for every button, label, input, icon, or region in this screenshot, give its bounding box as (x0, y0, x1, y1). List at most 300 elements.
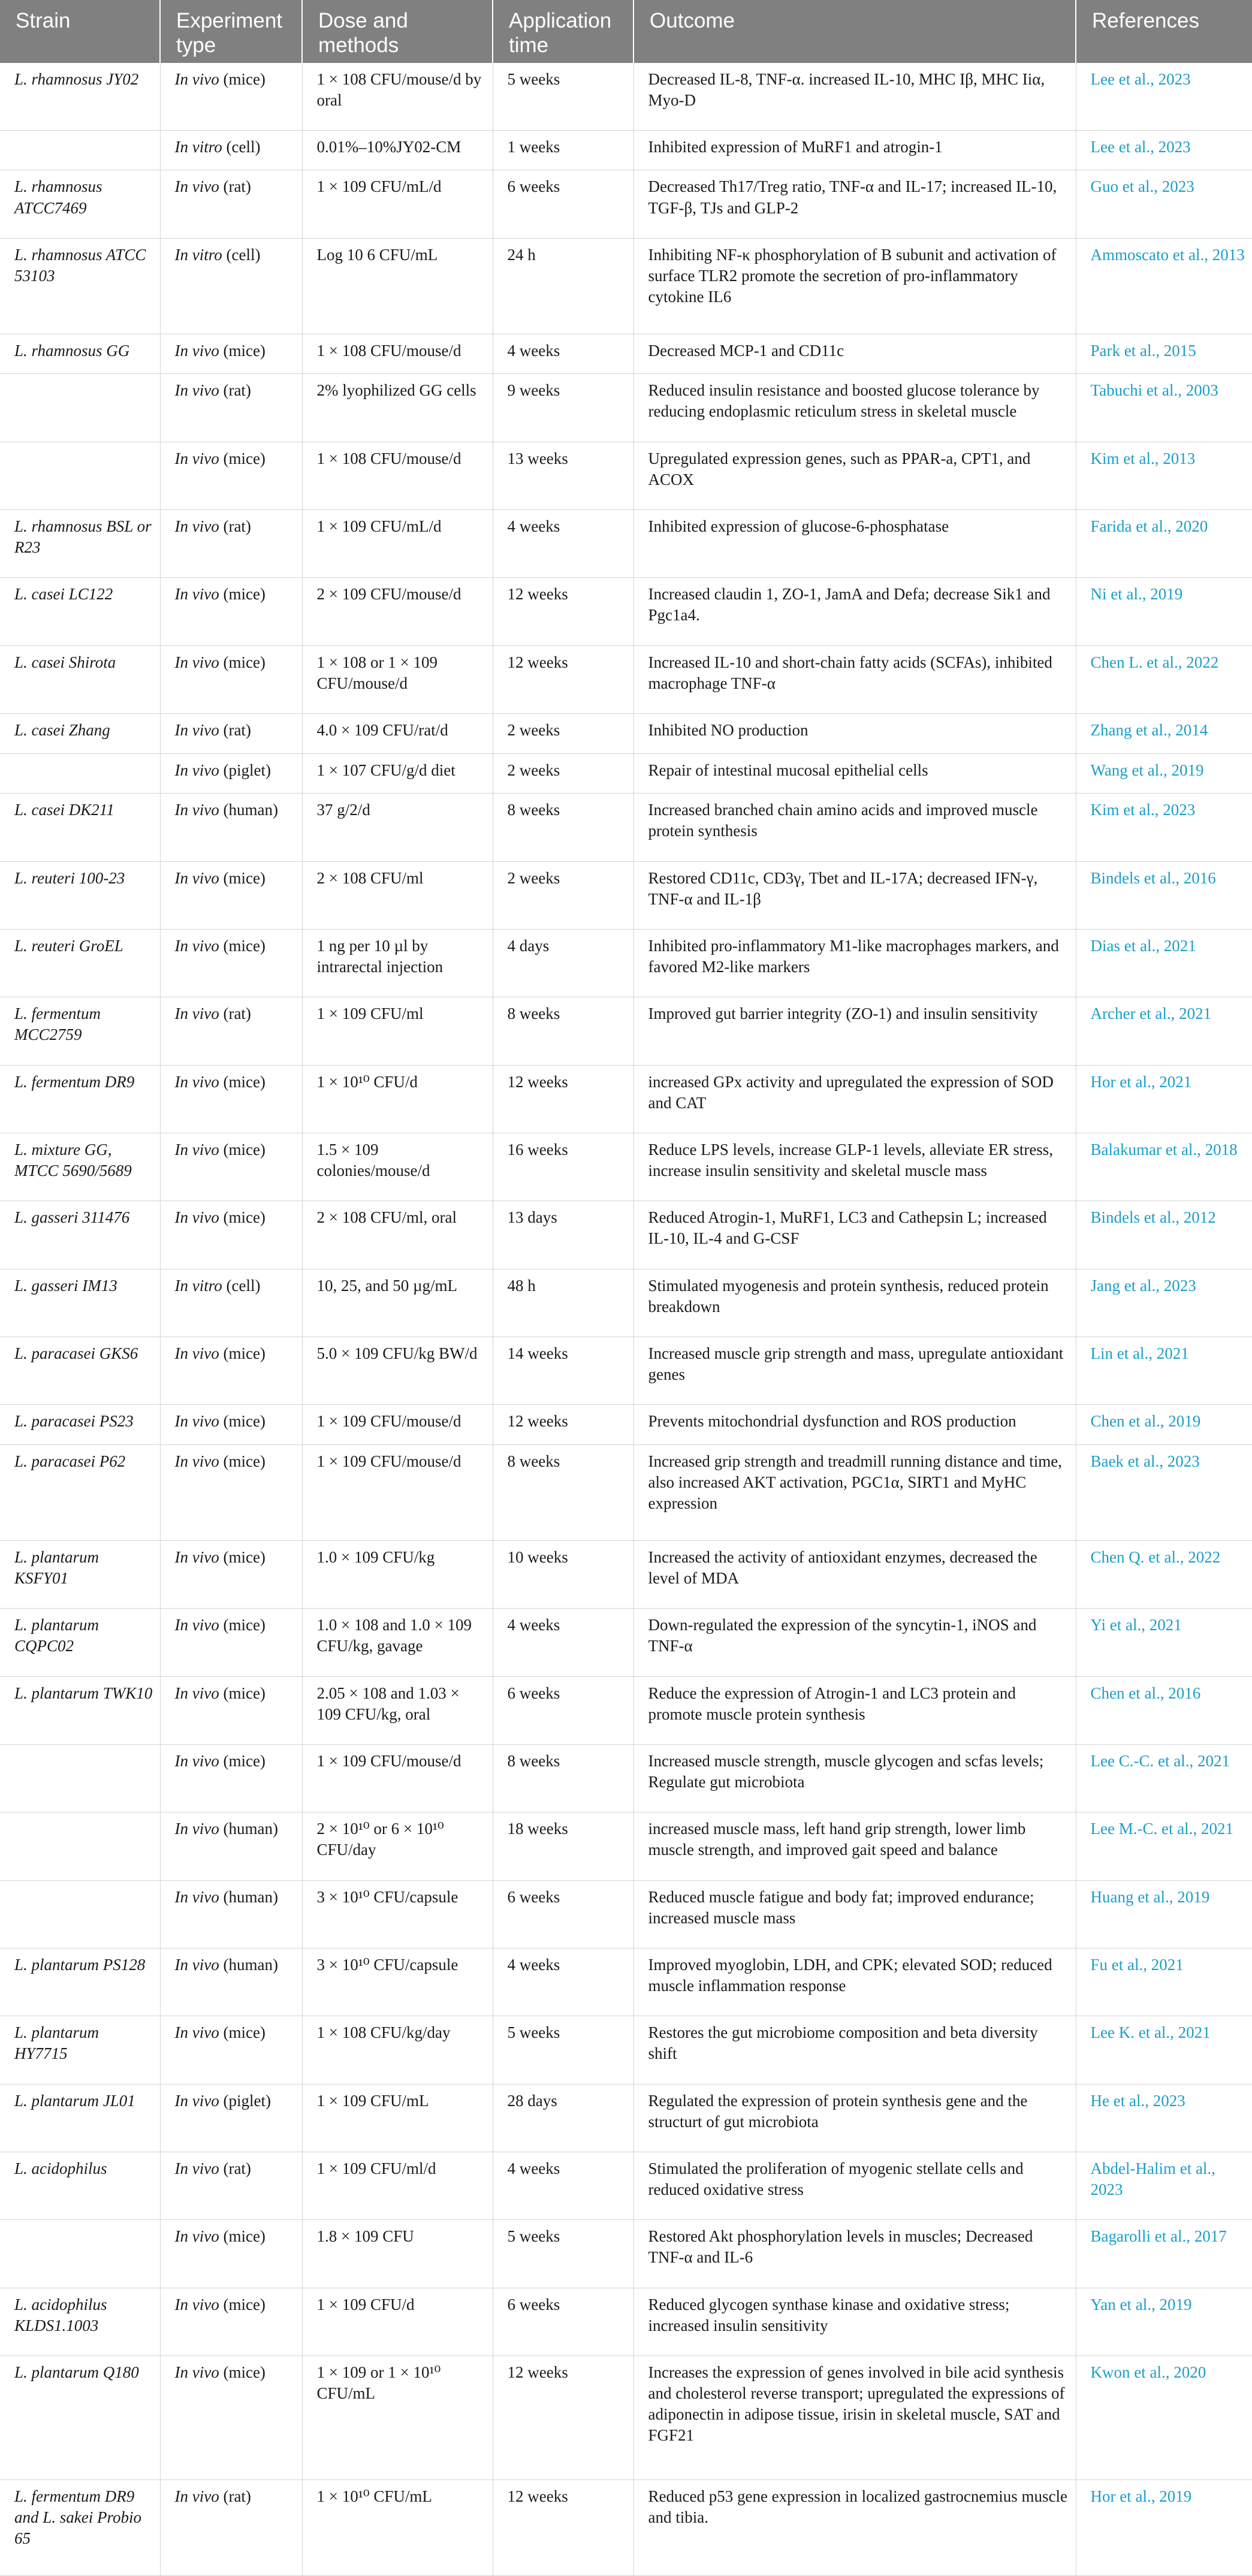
experiment-subject: (mice) (219, 1684, 266, 1702)
experiment-type-label: In vivo (174, 517, 219, 536)
outcome-cell: Reduced muscle fatigue and body fat; improved endurance; increased muscle mass (633, 1880, 1076, 1948)
experiment-subject: (mice) (219, 2363, 266, 2381)
strain-cell (0, 1880, 160, 1948)
experiment-type-cell (160, 510, 302, 578)
experiment-type-label: In vitro (174, 1276, 222, 1295)
outcome-cell: Reduce LPS levels, increase GLP-1 levels, alleviate ER stress, increase insulin sensitivity and skeletal muscle mass (633, 1133, 1076, 1200)
table-row (0, 929, 1252, 997)
strain-cell (0, 1812, 160, 1880)
time-cell: 4 weeks (493, 334, 633, 374)
time-cell: 4 weeks (493, 2152, 633, 2219)
strain-cell: L. plantarum KSFY01 (0, 1540, 160, 1608)
experiment-type-label: In vivo (174, 177, 219, 196)
reference-link[interactable]: Wang et al., 2019 (1076, 753, 1252, 794)
table-row (0, 510, 1252, 578)
experiment-subject: (mice) (219, 341, 266, 360)
experiment-subject: (human) (219, 1955, 278, 1974)
strain-cell: L. paracasei PS23 (0, 1405, 160, 1445)
time-cell: 2 weeks (493, 714, 633, 754)
experiment-subject: (mice) (219, 2227, 266, 2246)
experiment-type-label: In vivo (174, 1344, 219, 1362)
reference-link[interactable]: Archer et al., 2021 (1076, 997, 1252, 1065)
reference-link[interactable]: Ni et al., 2019 (1076, 578, 1252, 645)
reference-link[interactable]: Jang et al., 2023 (1076, 1269, 1252, 1337)
experiment-subject: (mice) (219, 1412, 266, 1431)
outcome-cell: Reduced glycogen synthase kinase and oxidative stress; increased insulin sensitivity (633, 2288, 1076, 2355)
strain-cell (0, 374, 160, 442)
experiment-type-label: In vivo (174, 721, 219, 740)
experiment-subject: (mice) (219, 2023, 266, 2042)
experiment-subject: (mice) (219, 2295, 266, 2313)
experiment-type-label: In vivo (174, 1616, 219, 1634)
table-row (0, 2288, 1252, 2355)
outcome-cell: Upregulated expression genes, such as PPAR-a, CPT1, and ACOX (633, 442, 1076, 509)
reference-link[interactable]: Park et al., 2015 (1076, 334, 1252, 374)
experiment-type-label: In vivo (174, 1452, 219, 1470)
strain-cell: L. acidophilus (0, 2152, 160, 2219)
dose-cell: 5.0 × 109 CFU/kg BW/d (302, 1337, 493, 1404)
dose-cell: 1 ng per 10 µl by intrarectal injection (302, 929, 493, 997)
experiment-type-label: In vivo (174, 1887, 219, 1906)
outcome-cell: Reduced p53 gene expression in localized gastrocnemius muscle and tibia. (633, 2480, 1076, 2575)
experiment-type-label: In vivo (174, 1072, 219, 1091)
table-row (0, 1609, 1252, 1676)
experiment-type-cell (160, 2152, 302, 2219)
reference-link[interactable]: Huang et al., 2019 (1076, 1880, 1252, 1948)
time-cell: 8 weeks (493, 1444, 633, 1540)
strain-cell: L. plantarum TWK10 (0, 1676, 160, 1744)
experiment-type-cell (160, 2480, 302, 2575)
dose-cell: 2% lyophilized GG cells (302, 374, 493, 442)
time-cell: 12 weeks (493, 645, 633, 713)
outcome-cell: Increases the expression of genes involved in bile acid synthesis and cholesterol reverse transport; upregulated the expressions of adiponectin in adipose tissue, irisin in skeletal muscle, SAT and FGF21 (633, 2355, 1076, 2480)
outcome-cell: increased GPx activity and upregulated the expression of SOD and CAT (633, 1065, 1076, 1133)
outcome-cell: Increased the activity of antioxidant enzymes, decreased the level of MDA (633, 1540, 1076, 1608)
strain-cell: L. plantarum PS128 (0, 1948, 160, 2016)
experiment-subject: (mice) (219, 1208, 266, 1227)
time-cell: 12 weeks (493, 578, 633, 645)
header-experiment-type: Experiment type (160, 0, 302, 63)
experiment-type-cell (160, 1201, 302, 1269)
table-row (0, 1269, 1252, 1337)
outcome-cell: Down-regulated the expression of the syncytin-1, iNOS and TNF-α (633, 1609, 1076, 1676)
reference-link[interactable]: Dias et al., 2021 (1076, 929, 1252, 997)
table-row (0, 1676, 1252, 1744)
outcome-cell: Inhibited expression of glucose-6-phosphatase (633, 510, 1076, 578)
time-cell: 4 days (493, 929, 633, 997)
experiment-subject: (cell) (222, 1276, 261, 1295)
outcome-cell: Reduced insulin resistance and boosted glucose tolerance by reducing endoplasmic reticulum stress in skeletal muscle (633, 374, 1076, 442)
experiment-subject: (mice) (219, 70, 266, 88)
experiment-subject: (mice) (219, 1548, 266, 1566)
dose-cell: 37 g/2/d (302, 794, 493, 861)
reference-link[interactable]: He et al., 2023 (1076, 2084, 1252, 2152)
dose-cell: 4.0 × 109 CFU/rat/d (302, 714, 493, 754)
time-cell: 2 weeks (493, 861, 633, 929)
dose-cell: 1 × 109 CFU/mL/d (302, 170, 493, 238)
experiment-type-cell (160, 334, 302, 374)
strain-cell: L. mixture GG, MTCC 5690/5689 (0, 1133, 160, 1200)
outcome-cell: Inhibited expression of MuRF1 and atrogin-1 (633, 130, 1076, 170)
time-cell: 12 weeks (493, 2355, 633, 2480)
strain-cell: L. rhamnosus BSL or R23 (0, 510, 160, 578)
dose-cell: 1 × 107 CFU/g/d diet (302, 753, 493, 794)
table-row (0, 861, 1252, 929)
dose-cell: 2 × 109 CFU/mouse/d (302, 578, 493, 645)
experiment-type-cell (160, 2016, 302, 2084)
experiment-type-cell (160, 1948, 302, 2016)
experiment-type-cell (160, 2220, 302, 2288)
dose-cell: 1 × 108 CFU/mouse/d (302, 442, 493, 509)
experiment-type-cell (160, 714, 302, 754)
reference-link[interactable]: Zhang et al., 2014 (1076, 714, 1252, 754)
table-row (0, 578, 1252, 645)
time-cell: 48 h (493, 1269, 633, 1337)
experiment-type-label: In vivo (174, 1684, 219, 1702)
reference-link[interactable]: Farida et al., 2020 (1076, 510, 1252, 578)
dose-cell: 1 × 108 CFU/kg/day (302, 2016, 493, 2084)
reference-link[interactable]: Tabuchi et al., 2003 (1076, 374, 1252, 442)
experiment-subject: (human) (219, 1887, 278, 1906)
table-row (0, 1444, 1252, 1540)
experiment-type-cell (160, 1812, 302, 1880)
reference-link[interactable]: Bindels et al., 2012 (1076, 1201, 1252, 1269)
reference-link[interactable]: Kim et al., 2023 (1076, 794, 1252, 861)
outcome-cell: Increased muscle strength, muscle glycogen and scfas levels; Regulate gut microbiota (633, 1744, 1076, 1812)
time-cell: 18 weeks (493, 1812, 633, 1880)
experiment-type-cell (160, 238, 302, 334)
experiment-type-label: In vivo (174, 2159, 219, 2177)
table-row (0, 1880, 1252, 1948)
experiment-type-label: In vivo (174, 70, 219, 88)
reference-link[interactable]: Guo et al., 2023 (1076, 170, 1252, 238)
outcome-cell: Restored Akt phosphorylation levels in muscles; Decreased TNF-α and IL-6 (633, 2220, 1076, 2288)
strain-cell: L. gasseri IM13 (0, 1269, 160, 1337)
table-row (0, 753, 1252, 794)
time-cell: 13 weeks (493, 442, 633, 509)
time-cell: 6 weeks (493, 2288, 633, 2355)
reference-link[interactable]: Bindels et al., 2016 (1076, 861, 1252, 929)
experiment-subject: (piglet) (219, 761, 271, 779)
time-cell: 2 weeks (493, 753, 633, 794)
experiment-type-label: In vivo (174, 1955, 219, 1974)
experiment-type-label: In vivo (174, 381, 219, 400)
experiment-type-cell (160, 578, 302, 645)
time-cell: 13 days (493, 1201, 633, 1269)
experiment-type-cell (160, 1880, 302, 1948)
experiment-type-cell (160, 442, 302, 509)
experiment-subject: (rat) (219, 381, 251, 400)
outcome-cell: Restored CD11c, CD3γ, Tbet and IL-17A; decreased IFN-γ, TNF-α and IL-1β (633, 861, 1076, 929)
reference-link[interactable]: Baek et al., 2023 (1076, 1444, 1252, 1540)
dose-cell: 1 × 109 CFU/ml/d (302, 2152, 493, 2219)
experiment-subject: (rat) (219, 177, 251, 196)
experiment-subject: (mice) (219, 1452, 266, 1470)
experiment-type-cell (160, 1269, 302, 1337)
outcome-cell: Stimulated myogenesis and protein synthesis, reduced protein breakdown (633, 1269, 1076, 1337)
strain-cell (0, 2220, 160, 2288)
strain-cell: L. casei Shirota (0, 645, 160, 713)
reference-link[interactable]: Hor et al., 2021 (1076, 1065, 1252, 1133)
dose-cell: 1 × 109 CFU/mouse/d (302, 1444, 493, 1540)
dose-cell: 1 × 108 CFU/mouse/d (302, 334, 493, 374)
table-row (0, 374, 1252, 442)
experiment-type-label: In vivo (174, 1548, 219, 1566)
table-row (0, 2016, 1252, 2084)
strain-cell: L. reuteri 100-23 (0, 861, 160, 929)
table-row (0, 1133, 1252, 1200)
experiment-subject: (human) (219, 1820, 278, 1838)
experiment-type-label: In vitro (174, 137, 222, 156)
time-cell: 8 weeks (493, 997, 633, 1065)
experiment-subject: (mice) (219, 1344, 266, 1362)
reference-link[interactable]: Hor et al., 2019 (1076, 2480, 1252, 2575)
outcome-cell: Increased IL-10 and short-chain fatty acids (SCFAs), inhibited macrophage TNF-α (633, 645, 1076, 713)
experiment-type-cell (160, 794, 302, 861)
experiment-type-label: In vivo (174, 2363, 219, 2381)
outcome-cell: Increased muscle grip strength and mass, upregulate antioxidant genes (633, 1337, 1076, 1404)
experiment-subject: (mice) (219, 1751, 266, 1770)
dose-cell: 1.0 × 109 CFU/kg (302, 1540, 493, 1608)
experiment-subject: (rat) (219, 721, 251, 740)
outcome-cell: Improved myoglobin, LDH, and CPK; elevated SOD; reduced muscle inflammation response (633, 1948, 1076, 2016)
time-cell: 1 weeks (493, 130, 633, 170)
dose-cell: 1 × 109 CFU/mouse/d (302, 1405, 493, 1445)
experiment-type-label: In vivo (174, 2295, 219, 2313)
time-cell: 5 weeks (493, 2016, 633, 2084)
dose-cell: 3 × 10¹⁰ CFU/capsule (302, 1948, 493, 2016)
experiment-subject: (piglet) (219, 2091, 271, 2110)
strain-cell: L. rhamnosus ATCC 53103 (0, 238, 160, 334)
outcome-cell: Inhibited pro-inflammatory M1-like macrophages markers, and favored M2-like markers (633, 929, 1076, 997)
reference-link[interactable]: Kwon et al., 2020 (1076, 2355, 1252, 2480)
time-cell: 14 weeks (493, 1337, 633, 1404)
reference-link[interactable]: Lee C.-C. et al., 2021 (1076, 1744, 1252, 1812)
strain-cell: L. plantarum HY7715 (0, 2016, 160, 2084)
dose-cell: 1 × 109 CFU/ml (302, 997, 493, 1065)
reference-link[interactable]: Bagarolli et al., 2017 (1076, 2220, 1252, 2288)
table-row (0, 130, 1252, 170)
reference-link[interactable]: Fu et al., 2021 (1076, 1948, 1252, 2016)
dose-cell: 2.05 × 108 and 1.03 × 109 CFU/kg, oral (302, 1676, 493, 1744)
experiment-type-label: In vivo (174, 449, 219, 467)
reference-link[interactable]: Lee K. et al., 2021 (1076, 2016, 1252, 2084)
table-row (0, 1812, 1252, 1880)
time-cell: 28 days (493, 2084, 633, 2152)
table-row (0, 2480, 1252, 2575)
strain-cell: L. paracasei P62 (0, 1444, 160, 1540)
experiment-subject: (cell) (222, 245, 261, 264)
table-row (0, 997, 1252, 1065)
experiment-type-label: In vivo (174, 1140, 219, 1159)
experiment-type-cell (160, 2355, 302, 2480)
table-row (0, 714, 1252, 754)
outcome-cell: Reduced Atrogin-1, MuRF1, LC3 and Cathepsin L; increased IL-10, IL-4 and G-CSF (633, 1201, 1076, 1269)
time-cell: 4 weeks (493, 1948, 633, 2016)
experiment-type-cell (160, 997, 302, 1065)
table-row (0, 2084, 1252, 2152)
experiment-type-cell (160, 2288, 302, 2355)
experiment-type-cell (160, 374, 302, 442)
experiment-type-label: In vivo (174, 1412, 219, 1431)
time-cell: 16 weeks (493, 1133, 633, 1200)
experiment-type-cell (160, 2084, 302, 2152)
dose-cell: 1 × 108 or 1 × 109 CFU/mouse/d (302, 645, 493, 713)
dose-cell: 1 × 109 CFU/mouse/d (302, 1744, 493, 1812)
experiment-type-cell (160, 1676, 302, 1744)
outcome-cell: Increased branched chain amino acids and improved muscle protein synthesis (633, 794, 1076, 861)
dose-cell: 1 × 109 CFU/d (302, 2288, 493, 2355)
reference-link[interactable]: Abdel-Halim et al., 2023 (1076, 2152, 1252, 2219)
reference-link[interactable]: Chen Q. et al., 2022 (1076, 1540, 1252, 1608)
experiment-type-cell (160, 170, 302, 238)
table-body (0, 63, 1252, 2576)
experiment-type-cell (160, 1609, 302, 1676)
time-cell: 4 weeks (493, 1609, 633, 1676)
strain-cell (0, 442, 160, 509)
experiment-type-cell (160, 1065, 302, 1133)
time-cell: 10 weeks (493, 1540, 633, 1608)
outcome-cell: Stimulated the proliferation of myogenic stellate cells and reduced oxidative stress (633, 2152, 1076, 2219)
table-row (0, 1405, 1252, 1445)
experiment-type-label: In vivo (174, 653, 219, 671)
experiment-type-cell (160, 1444, 302, 1540)
time-cell: 12 weeks (493, 1065, 633, 1133)
experiment-type-label: In vivo (174, 1005, 219, 1023)
experiment-type-label: In vivo (174, 868, 219, 887)
reference-link[interactable]: Lee et al., 2023 (1076, 130, 1252, 170)
reference-link[interactable]: Balakumar et al., 2018 (1076, 1133, 1252, 1200)
table-row (0, 1337, 1252, 1404)
outcome-cell: increased muscle mass, left hand grip strength, lower limb muscle strength, and improved gait speed and balance (633, 1812, 1076, 1880)
strain-cell (0, 753, 160, 794)
strain-cell: L. rhamnosus JY02 (0, 63, 160, 131)
strain-cell: L. fermentum DR9 (0, 1065, 160, 1133)
experiment-type-cell (160, 861, 302, 929)
strain-cell: L. rhamnosus ATCC7469 (0, 170, 160, 238)
header-strain: Strain (0, 0, 160, 63)
reference-link[interactable]: Lee M.-C. et al., 2021 (1076, 1812, 1252, 1880)
dose-cell: 1.5 × 109 colonies/mouse/d (302, 1133, 493, 1200)
table-row (0, 1201, 1252, 1269)
experiment-type-cell (160, 1337, 302, 1404)
reference-link[interactable]: Chen et al., 2016 (1076, 1676, 1252, 1744)
table-row (0, 170, 1252, 238)
reference-link[interactable]: Chen et al., 2019 (1076, 1405, 1252, 1445)
table-row (0, 334, 1252, 374)
strain-cell: L. plantarum CQPC02 (0, 1609, 160, 1676)
dose-cell: 1 × 109 CFU/mL/d (302, 510, 493, 578)
outcome-cell: Improved gut barrier integrity (ZO-1) and insulin sensitivity (633, 997, 1076, 1065)
dose-cell: 10, 25, and 50 µg/mL (302, 1269, 493, 1337)
dose-cell: 2 × 10¹⁰ or 6 × 10¹⁰ CFU/day (302, 1812, 493, 1880)
experiment-type-label: In vivo (174, 2023, 219, 2042)
table-header (0, 0, 1252, 63)
reference-link[interactable]: Lee et al., 2023 (1076, 63, 1252, 131)
experiment-subject: (mice) (219, 868, 266, 887)
time-cell: 9 weeks (493, 374, 633, 442)
experiment-subject: (mice) (219, 1616, 266, 1634)
dose-cell: 1 × 108 CFU/mouse/d by oral (302, 63, 493, 131)
time-cell: 8 weeks (493, 794, 633, 861)
experiment-type-label: In vivo (174, 1751, 219, 1770)
reference-link[interactable]: Yan et al., 2019 (1076, 2288, 1252, 2355)
time-cell: 6 weeks (493, 1676, 633, 1744)
experiment-type-cell (160, 130, 302, 170)
experiment-subject: (rat) (219, 517, 251, 536)
experiment-type-label: In vivo (174, 2487, 219, 2505)
experiment-subject: (human) (219, 801, 278, 819)
outcome-cell: Restores the gut microbiome composition and beta diversity shift (633, 2016, 1076, 2084)
experiment-type-cell (160, 63, 302, 131)
outcome-cell: Prevents mitochondrial dysfunction and ROS production (633, 1405, 1076, 1445)
table-row (0, 2220, 1252, 2288)
table-row (0, 1948, 1252, 2016)
experiment-subject: (mice) (219, 449, 266, 467)
strain-cell: L. fermentum DR9 and L. sakei Probio 65 (0, 2480, 160, 2575)
header-application-time: Application time (493, 0, 633, 63)
dose-cell: 2 × 108 CFU/ml (302, 861, 493, 929)
experiment-type-label: In vivo (174, 761, 219, 779)
outcome-cell: Reduce the expression of Atrogin-1 and LC3 protein and promote muscle protein synthesis (633, 1676, 1076, 1744)
dose-cell: 1 × 109 CFU/mL (302, 2084, 493, 2152)
experiment-type-cell (160, 1744, 302, 1812)
outcome-cell: Decreased MCP-1 and CD11c (633, 334, 1076, 374)
experiment-subject: (rat) (219, 1005, 251, 1023)
experiment-type-cell (160, 929, 302, 997)
experiment-subject: (cell) (222, 137, 261, 156)
experiment-type-label: In vivo (174, 341, 219, 360)
time-cell: 5 weeks (493, 2220, 633, 2288)
reference-link[interactable]: Ammoscato et al., 2013 (1076, 238, 1252, 334)
time-cell: 4 weeks (493, 510, 633, 578)
strain-cell: L. reuteri GroEL (0, 929, 160, 997)
strain-cell (0, 1744, 160, 1812)
strain-cell: L. paracasei GKS6 (0, 1337, 160, 1404)
experiment-subject: (mice) (219, 1072, 266, 1091)
table-row (0, 645, 1252, 713)
experiment-type-label: In vivo (174, 1820, 219, 1838)
experiment-type-cell (160, 1405, 302, 1445)
table-row (0, 794, 1252, 861)
reference-link[interactable]: Yi et al., 2021 (1076, 1609, 1252, 1676)
outcome-cell: Increased claudin 1, ZO-1, JamA and Defa; decrease Sik1 and Pgc1a4. (633, 578, 1076, 645)
experiment-subject: (mice) (219, 936, 266, 955)
experiment-type-label: In vivo (174, 585, 219, 604)
experiment-subject: (mice) (219, 585, 266, 604)
outcome-cell: Increased grip strength and treadmill running distance and time, also increased AKT activation, PGC1α, SIRT1 and MyHC expression (633, 1444, 1076, 1540)
experiment-type-label: In vivo (174, 936, 219, 955)
dose-cell: Log 10 6 CFU/mL (302, 238, 493, 334)
dose-cell: 3 × 10¹⁰ CFU/capsule (302, 1880, 493, 1948)
time-cell: 24 h (493, 238, 633, 334)
table-row (0, 1065, 1252, 1133)
strain-cell: L. acidophilus KLDS1.1003 (0, 2288, 160, 2355)
header-dose-methods: Dose and methods (302, 0, 493, 63)
strain-cell: L. plantarum JL01 (0, 2084, 160, 2152)
table-row (0, 238, 1252, 334)
reference-link[interactable]: Kim et al., 2013 (1076, 442, 1252, 509)
header-outcome: Outcome (633, 0, 1076, 63)
time-cell: 12 weeks (493, 1405, 633, 1445)
reference-link[interactable]: Lin et al., 2021 (1076, 1337, 1252, 1404)
experiment-type-cell (160, 753, 302, 794)
dose-cell: 1 × 109 or 1 × 10¹⁰ CFU/mL (302, 2355, 493, 2480)
time-cell: 6 weeks (493, 170, 633, 238)
strain-cell: L. casei Zhang (0, 714, 160, 754)
reference-link[interactable]: Chen L. et al., 2022 (1076, 645, 1252, 713)
table-row (0, 2355, 1252, 2480)
